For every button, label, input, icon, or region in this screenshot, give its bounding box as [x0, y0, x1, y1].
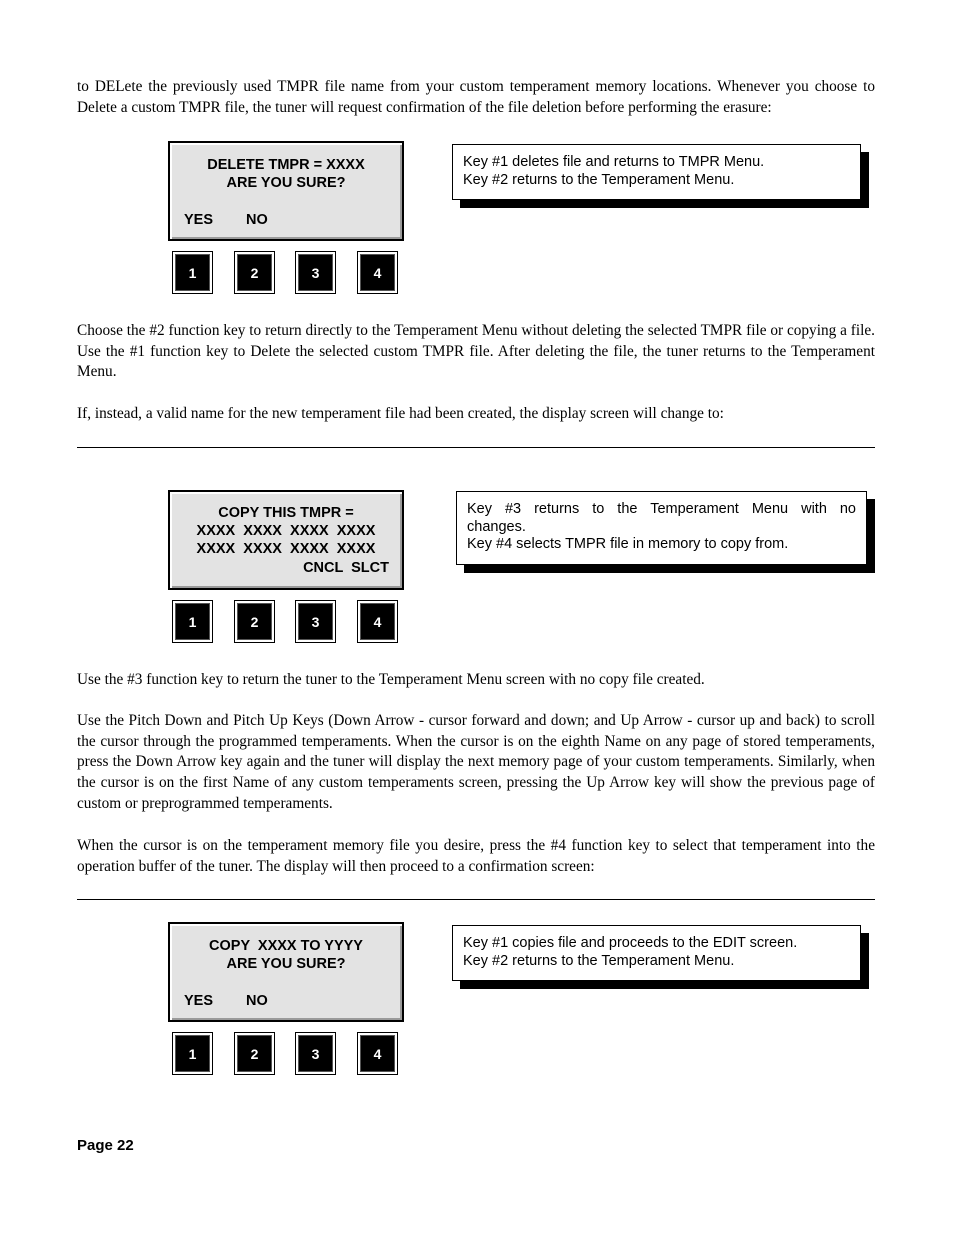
lcd-line-1: COPY XXXX TO YYYY	[209, 938, 363, 954]
lcd-line-2: ARE YOU SURE?	[226, 956, 346, 972]
function-key-label: 2	[238, 255, 271, 290]
lcd-line-3: XXXX XXXX XXXX XXXX	[196, 541, 376, 557]
lcd-line-1: COPY THIS TMPR =	[218, 505, 354, 521]
function-key-label: 2	[238, 1036, 271, 1071]
note-line: Key #4 selects TMPR file in memory to copy from.	[467, 536, 789, 553]
lcd-line-2: XXXX XXXX XXXX XXXX	[196, 523, 376, 539]
function-key-label: 2	[238, 604, 271, 639]
divider-line	[77, 447, 875, 448]
note-line: changes.	[467, 518, 526, 535]
note-line: Key #3 returns to the Temperament Menu with no	[467, 501, 856, 517]
function-key-label: 4	[361, 255, 394, 290]
function-key-4[interactable]	[357, 1032, 398, 1075]
function-key-2[interactable]	[234, 251, 275, 294]
function-key-3[interactable]	[295, 1032, 336, 1075]
function-key-1[interactable]	[172, 1032, 213, 1075]
divider-line	[77, 899, 875, 900]
lcd-option-no: NO	[246, 993, 268, 1009]
function-keys-row	[172, 251, 404, 297]
paragraph-choose: Choose the #2 function key to return directly to the Temperament Menu without deleting the selected TMPR file or copying a file. Use the #1 function key to Delete the selected custom TMPR file. After deleting the file, the tuner returns to the Temperament Menu.	[77, 322, 875, 381]
function-keys-row	[172, 1032, 404, 1078]
note-line: Key #1 deletes file and returns to TMPR Menu.	[463, 154, 765, 170]
lcd-line-4: CNCL SLCT	[303, 560, 389, 576]
paragraph-if-instead: If, instead, a valid name for the new temperament file had been created, the display screen will change to:	[77, 405, 724, 422]
lcd-option-yes: YES	[184, 993, 214, 1009]
lcd-display-copy	[168, 490, 404, 590]
function-key-label: 1	[176, 604, 209, 639]
note-line: Key #2 returns to the Temperament Menu.	[463, 171, 735, 188]
intro-paragraph: to DELete the previously used TMPR file name from your custom temperament memory locations. Whenever you choose to Delete a custom TMPR file, the tuner will request confirmation of the file deletion before performing the erasure:	[77, 78, 875, 116]
paragraph-pitch-keys: Use the Pitch Down and Pitch Up Keys (Down Arrow - cursor forward and down; and Up Arrow - cursor up and back) to scroll the cursor through the programmed temperaments. When the cursor is on the eighth Name on any page of stored temperaments, press the Down Arrow key again and the tuner will display the next memory page of your custom temperaments. Similarly, when the cursor is on the first Name of any custom temperaments screen, pressing the Up Arrow key will show the previous page of custom or preprogrammed temperaments.	[77, 712, 875, 812]
key-note-confirm	[452, 925, 861, 981]
function-key-2[interactable]	[234, 1032, 275, 1075]
key-note-copy	[456, 491, 867, 565]
function-key-4[interactable]	[357, 251, 398, 294]
lcd-option-yes: YES	[184, 212, 214, 228]
function-key-2[interactable]	[234, 600, 275, 643]
function-key-1[interactable]	[172, 251, 213, 294]
function-key-3[interactable]	[295, 600, 336, 643]
lcd-display-delete	[168, 141, 404, 241]
note-line: Key #1 copies file and proceeds to the EDIT screen.	[463, 935, 798, 951]
note-line: Key #2 returns to the Temperament Menu.	[463, 952, 735, 969]
function-key-label: 1	[176, 255, 209, 290]
function-key-label: 3	[299, 255, 332, 290]
paragraph-use-key3: Use the #3 function key to return the tuner to the Temperament Menu screen with no copy file created.	[77, 671, 705, 688]
paragraph-select: When the cursor is on the temperament memory file you desire, press the #4 function key to select that temperament into the operation buffer of the tuner. The display will then proceed to a confirmation screen:	[77, 837, 875, 875]
lcd-display-confirm	[168, 922, 404, 1022]
function-key-1[interactable]	[172, 600, 213, 643]
lcd-line-1: DELETE TMPR = XXXX	[207, 157, 365, 173]
lcd-option-no: NO	[246, 212, 268, 228]
function-key-3[interactable]	[295, 251, 336, 294]
function-keys-row	[172, 600, 404, 646]
function-key-label: 1	[176, 1036, 209, 1071]
page-number: Page 22	[77, 1137, 134, 1154]
function-key-4[interactable]	[357, 600, 398, 643]
key-note-delete	[452, 144, 861, 200]
lcd-line-2: ARE YOU SURE?	[226, 175, 346, 191]
function-key-label: 4	[361, 604, 394, 639]
function-key-label: 3	[299, 1036, 332, 1071]
function-key-label: 4	[361, 1036, 394, 1071]
function-key-label: 3	[299, 604, 332, 639]
